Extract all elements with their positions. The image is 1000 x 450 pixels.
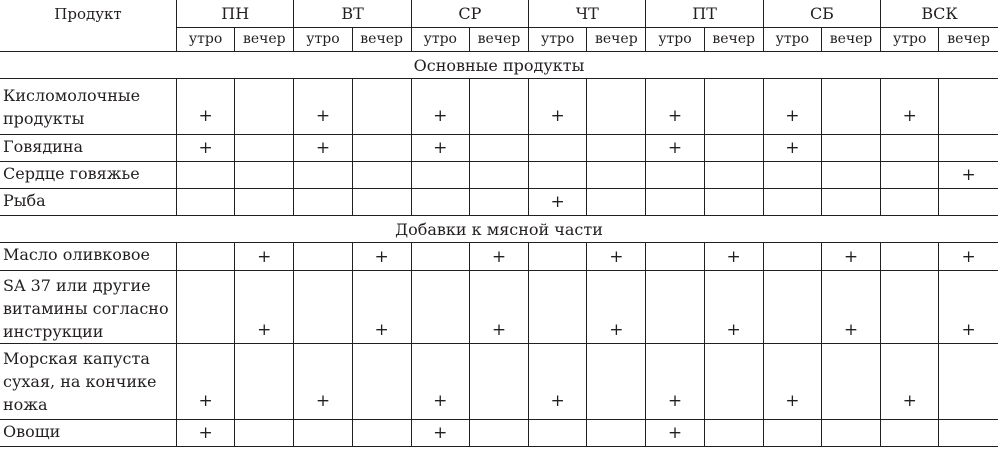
check-mark: + [726,247,741,267]
day-header-fri: ПТ [646,0,763,28]
morning-header: утро [881,28,939,52]
morning-cell [411,344,469,420]
morning-cell [763,162,821,189]
morning-cell [881,189,939,216]
evening-cell [821,344,880,420]
evening-cell [469,344,528,420]
table-row [0,162,998,189]
evening-header: вечер [939,28,998,52]
product-name: Морская капуста сухая, на кончике ножа [0,344,177,420]
morning-cell [529,162,587,189]
morning-cell [763,243,821,271]
evening-cell [235,189,294,216]
day-header-sat: СБ [763,0,880,28]
product-name: Масло оливковое [0,243,177,271]
check-mark: + [961,165,976,185]
section-title: Основные продукты [0,52,998,79]
morning-cell [294,79,352,135]
evening-header: вечер [704,28,763,52]
morning-cell [881,162,939,189]
check-mark: + [785,138,800,158]
check-mark: + [374,320,389,340]
check-mark: + [902,106,917,126]
table-row [0,189,998,216]
morning-cell [177,162,235,189]
evening-cell [587,162,646,189]
evening-cell [469,420,528,447]
table-row [0,243,998,271]
evening-cell [939,243,998,271]
evening-cell [352,189,411,216]
morning-cell [881,271,939,344]
morning-cell [177,420,235,447]
evening-cell [704,189,763,216]
check-mark: + [550,106,565,126]
product-name: Овощи [0,420,177,447]
product-name: Кисломолочные продукты [0,79,177,135]
check-mark: + [785,106,800,126]
evening-cell [352,344,411,420]
check-mark: + [902,391,917,411]
morning-cell [177,79,235,135]
evening-header: вечер [821,28,880,52]
check-mark: + [198,423,213,443]
schedule-body [0,52,998,447]
evening-header: вечер [235,28,294,52]
evening-cell [587,243,646,271]
evening-header: вечер [587,28,646,52]
evening-cell [469,243,528,271]
check-mark: + [433,138,448,158]
evening-cell [469,79,528,135]
evening-cell [235,79,294,135]
section-row [0,52,998,79]
check-mark: + [609,320,624,340]
evening-cell [235,135,294,162]
morning-cell [529,344,587,420]
check-mark: + [198,106,213,126]
morning-cell [294,189,352,216]
check-mark: + [315,138,331,158]
morning-cell [881,243,939,271]
check-mark: + [667,423,683,443]
check-mark: + [433,106,448,126]
section-title: Добавки к мясной части [0,216,998,243]
morning-cell [294,344,352,420]
check-mark: + [609,247,624,267]
morning-cell [646,162,704,189]
evening-cell [704,344,763,420]
check-mark: + [491,247,507,267]
morning-cell [177,135,235,162]
morning-cell [411,271,469,344]
morning-cell [411,243,469,271]
evening-cell [235,271,294,344]
evening-cell [469,271,528,344]
evening-cell [821,189,880,216]
morning-cell [646,79,704,135]
morning-cell [529,79,587,135]
morning-cell [411,162,469,189]
product-name: SA 37 или другие витамины согласно инструкции [0,271,177,344]
check-mark: + [961,320,976,340]
evening-cell [821,420,880,447]
evening-header: вечер [352,28,411,52]
evening-cell [939,420,998,447]
morning-header: утро [763,28,821,52]
table-row [0,79,998,135]
evening-cell [821,79,880,135]
evening-cell [352,243,411,271]
morning-cell [177,189,235,216]
evening-cell [939,79,998,135]
product-name: Сердце говяжье [0,162,177,189]
day-header-mon: ПН [177,0,294,28]
morning-cell [881,79,939,135]
check-mark: + [257,247,272,267]
morning-cell [646,271,704,344]
check-mark: + [785,391,800,411]
morning-cell [763,135,821,162]
evening-cell [939,344,998,420]
morning-cell [881,135,939,162]
day-header-thu: ЧТ [529,0,646,28]
morning-cell [411,135,469,162]
evening-cell [587,420,646,447]
evening-cell [939,135,998,162]
evening-header: вечер [469,28,528,52]
header-row-days [0,0,998,28]
check-mark: + [433,391,448,411]
evening-cell [352,79,411,135]
morning-cell [294,243,352,271]
product-name: Рыба [0,189,177,216]
evening-cell [469,135,528,162]
evening-cell [587,344,646,420]
evening-cell [587,135,646,162]
check-mark: + [667,138,683,158]
evening-cell [587,271,646,344]
morning-cell [881,420,939,447]
morning-cell [646,344,704,420]
morning-cell [529,135,587,162]
check-mark: + [198,138,213,158]
morning-cell [177,344,235,420]
morning-cell [529,420,587,447]
evening-cell [821,243,880,271]
check-mark: + [257,320,272,340]
morning-cell [646,189,704,216]
evening-cell [235,243,294,271]
product-column-header: Продукт [0,0,177,52]
check-mark: + [374,247,389,267]
morning-cell [294,420,352,447]
check-mark: + [667,106,683,126]
check-mark: + [433,423,448,443]
morning-cell [763,420,821,447]
day-header-wed: СР [411,0,528,28]
evening-cell [704,243,763,271]
evening-cell [704,162,763,189]
check-mark: + [961,247,976,267]
morning-header: утро [177,28,235,52]
morning-cell [763,189,821,216]
morning-cell [294,162,352,189]
evening-cell [352,271,411,344]
check-mark: + [843,320,859,340]
morning-header: утро [646,28,704,52]
check-mark: + [726,320,741,340]
table-row [0,135,998,162]
evening-cell [469,189,528,216]
evening-cell [821,271,880,344]
morning-header: утро [294,28,352,52]
morning-cell [177,243,235,271]
evening-cell [587,189,646,216]
morning-cell [763,79,821,135]
morning-cell [529,243,587,271]
evening-cell [352,420,411,447]
evening-cell [704,420,763,447]
morning-cell [763,271,821,344]
morning-cell [294,135,352,162]
evening-cell [704,79,763,135]
evening-cell [235,344,294,420]
check-mark: + [667,391,683,411]
evening-cell [587,79,646,135]
evening-cell [939,162,998,189]
evening-cell [821,135,880,162]
evening-cell [704,135,763,162]
morning-cell [177,271,235,344]
morning-cell [411,189,469,216]
product-name: Говядина [0,135,177,162]
check-mark: + [491,320,507,340]
evening-cell [704,271,763,344]
check-mark: + [550,192,565,212]
table-row [0,420,998,447]
morning-cell [294,271,352,344]
morning-cell [529,189,587,216]
check-mark: + [550,391,565,411]
day-header-sun: ВСК [881,0,998,28]
evening-cell [939,271,998,344]
morning-cell [646,420,704,447]
evening-cell [235,162,294,189]
evening-cell [939,189,998,216]
section-row [0,216,998,243]
table-row [0,271,998,344]
morning-cell [646,135,704,162]
morning-header: утро [529,28,587,52]
morning-cell [411,79,469,135]
morning-header: утро [411,28,469,52]
check-mark: + [315,106,331,126]
morning-cell [646,243,704,271]
morning-cell [763,344,821,420]
morning-cell [411,420,469,447]
check-mark: + [843,247,859,267]
evening-cell [821,162,880,189]
check-mark: + [198,391,213,411]
check-mark: + [315,391,331,411]
evening-cell [352,162,411,189]
day-header-tue: ВТ [294,0,411,28]
evening-cell [352,135,411,162]
table-row [0,344,998,420]
morning-cell [529,271,587,344]
evening-cell [235,420,294,447]
morning-cell [881,344,939,420]
evening-cell [469,162,528,189]
